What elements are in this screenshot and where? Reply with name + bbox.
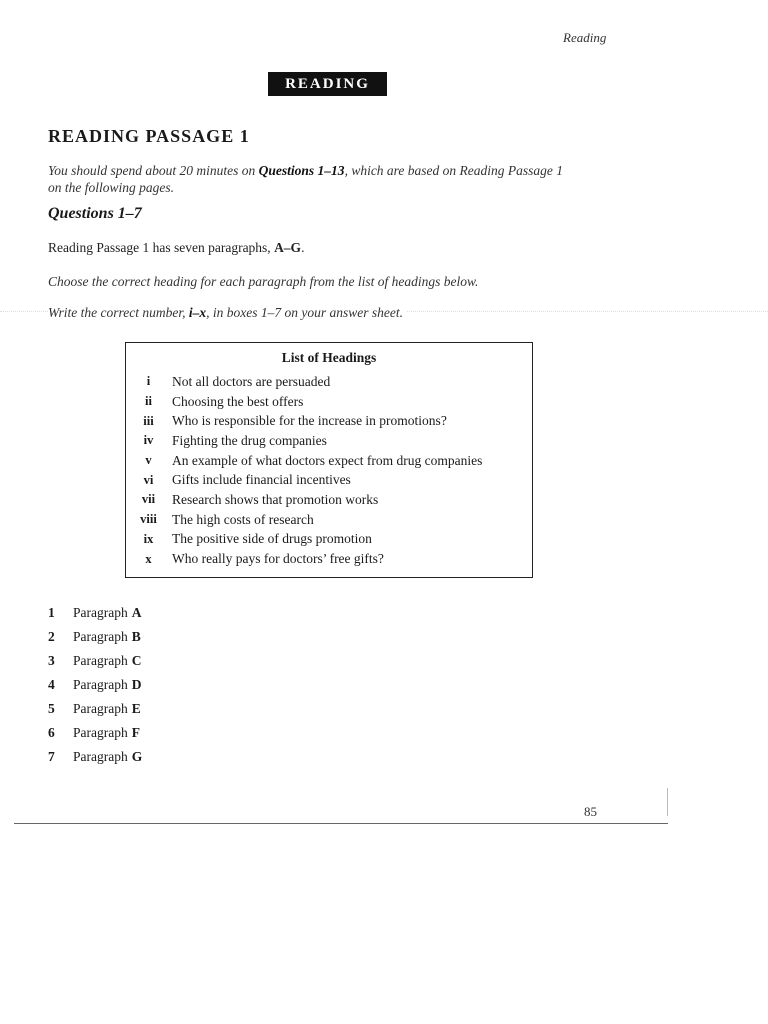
question-number: 2 [48, 629, 55, 644]
question-item [48, 673, 142, 697]
question-number: 6 [48, 725, 55, 740]
heading-numeral: iii [143, 413, 154, 428]
heading-item [126, 530, 532, 550]
question-label: Paragraph [73, 749, 128, 764]
paragraph-letter: F [131, 725, 140, 740]
paragraph-letter: G [131, 749, 143, 764]
heading-item [126, 411, 532, 431]
question-number: 7 [48, 749, 55, 764]
headings-box [125, 342, 533, 578]
question-number: 3 [48, 653, 55, 668]
heading-item [126, 490, 532, 510]
question-number: 5 [48, 701, 55, 716]
intro-instruction [48, 162, 628, 196]
intro-text-start: You should spend about 20 minutes on [48, 163, 259, 178]
heading-numeral: i [146, 374, 151, 389]
question-number: 4 [48, 677, 55, 692]
paragraph-info-text: Reading Passage 1 has seven paragraphs, [48, 240, 275, 255]
question-label: Paragraph [73, 653, 128, 668]
paragraph-info [48, 240, 304, 256]
headings-list [126, 372, 532, 569]
paragraph-letter: E [131, 701, 141, 716]
headings-box-title: List of Headings [281, 350, 377, 365]
heading-text: Fighting the drug companies [172, 432, 327, 448]
heading-item [126, 549, 532, 569]
paragraph-letter: C [131, 653, 142, 668]
instruction-write-end: , in boxes 1–7 on your answer sheet. [206, 305, 403, 320]
heading-item [126, 451, 532, 471]
paragraph-range: A–G [274, 240, 302, 255]
question-label: Paragraph [73, 605, 128, 620]
heading-item [126, 470, 532, 490]
intro-text-line2: on the following pages. [48, 180, 174, 195]
heading-numeral: v [145, 453, 152, 468]
heading-numeral: x [145, 551, 152, 566]
heading-text: Not all doctors are persuaded [172, 373, 331, 389]
heading-text: Research shows that promotion works [172, 491, 379, 507]
heading-numeral: ix [143, 531, 154, 546]
instruction-write-start: Write the correct number, [48, 305, 189, 320]
numeral-range: i–x [188, 305, 207, 320]
heading-item [126, 510, 532, 530]
question-label: Paragraph [73, 677, 128, 692]
heading-numeral: iv [143, 433, 154, 448]
heading-item [126, 431, 532, 451]
heading-numeral: vi [143, 472, 154, 487]
heading-text: The high costs of research [172, 511, 314, 527]
footer-rule [14, 823, 668, 824]
question-item [48, 697, 142, 721]
question-item [48, 601, 142, 625]
question-number: 1 [48, 605, 55, 620]
questions-heading: Questions 1–7 [48, 205, 142, 222]
intro-text-end: , which are based on Reading Passage 1 [344, 163, 564, 178]
heading-item [126, 392, 532, 412]
paragraph-info-end: . [301, 240, 305, 255]
intro-questions-range: Questions 1–13 [258, 163, 345, 178]
question-item [48, 625, 142, 649]
passage-title: READING PASSAGE 1 [48, 126, 250, 146]
paragraph-letter: D [131, 677, 142, 692]
question-label: Paragraph [73, 701, 128, 716]
heading-text: Who really pays for doctors’ free gifts? [172, 551, 384, 567]
heading-text: Choosing the best offers [172, 393, 304, 409]
question-item [48, 745, 142, 769]
heading-text: Who is responsible for the increase in promotions? [172, 413, 447, 429]
question-label: Paragraph [73, 629, 128, 644]
instruction-choose: Choose the correct heading for each paragraph from the list of headings below. [48, 274, 479, 289]
section-badge: READING [268, 72, 387, 96]
heading-numeral: viii [140, 512, 157, 527]
heading-item [126, 372, 532, 392]
question-list [48, 601, 142, 769]
question-item [48, 649, 142, 673]
question-item [48, 721, 142, 745]
page-number: 85 [584, 804, 597, 819]
heading-text: The positive side of drugs promotion [172, 531, 372, 547]
heading-text: An example of what doctors expect from drug companies [172, 452, 483, 468]
instruction-write [48, 304, 407, 321]
heading-text: Gifts include financial incentives [172, 472, 351, 488]
heading-numeral: ii [145, 394, 152, 409]
paragraph-letter: B [131, 629, 141, 644]
paragraph-letter: A [131, 605, 142, 620]
question-label: Paragraph [73, 725, 128, 740]
page-edge-mark [667, 788, 668, 816]
running-header: Reading [563, 30, 607, 45]
heading-numeral: vii [141, 492, 156, 507]
